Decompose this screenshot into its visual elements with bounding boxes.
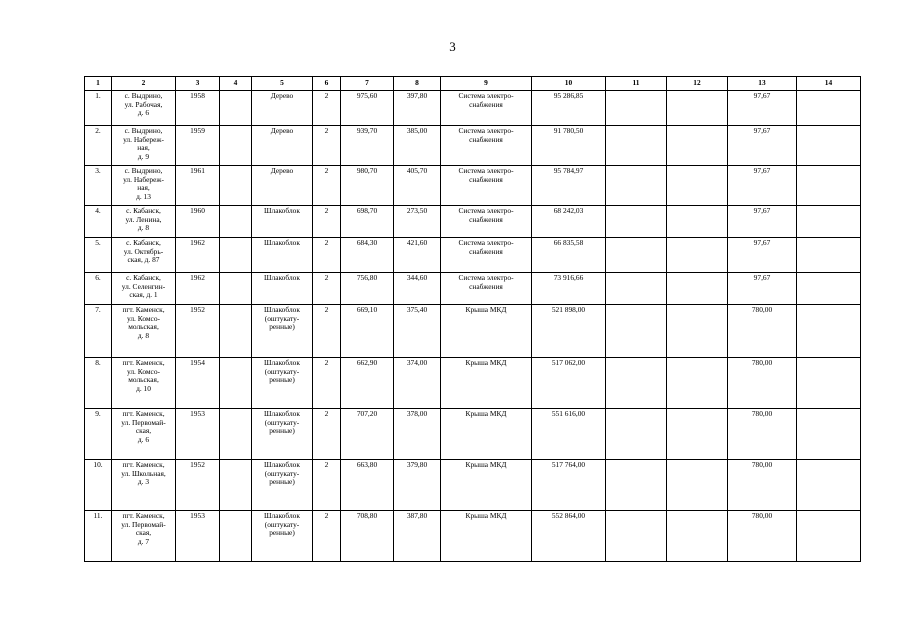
area-total-cell: 756,80 xyxy=(341,273,394,305)
work-type-cell xyxy=(441,166,532,206)
address-cell xyxy=(112,409,176,460)
area-total-cell: 669,10 xyxy=(341,305,394,358)
address-line: д. 8 xyxy=(137,223,150,233)
col-11-cell xyxy=(606,409,667,460)
work-type-cell xyxy=(441,460,532,511)
table-row xyxy=(85,273,861,305)
wall-material-cell xyxy=(252,460,313,511)
area-living-cell: 397,80 xyxy=(394,91,441,126)
work-type-cell xyxy=(441,409,532,460)
work-type-line: Крыша МКД xyxy=(465,460,507,469)
col-14-cell xyxy=(797,511,861,562)
address-line: ул. Рабочая, xyxy=(124,99,163,109)
cost-cell: 68 242,03 xyxy=(532,206,606,238)
address-cell xyxy=(112,305,176,358)
col-12-cell xyxy=(667,305,728,358)
work-type-cell xyxy=(441,126,532,166)
floors-cell: 2 xyxy=(313,409,341,460)
col-4-cell xyxy=(220,511,252,562)
address-line: д. 6 xyxy=(137,108,150,118)
address-line: ская, д. 87 xyxy=(127,255,160,265)
column-header-10: 10 xyxy=(532,77,606,91)
col-4-cell xyxy=(220,206,252,238)
area-living-cell: 374,00 xyxy=(394,358,441,409)
cost-cell: 91 780,50 xyxy=(532,126,606,166)
wall-material-cell xyxy=(252,409,313,460)
address-line: ская, д. 1 xyxy=(129,290,158,300)
header-row xyxy=(85,77,861,91)
area-living-cell: 273,50 xyxy=(394,206,441,238)
col-4-cell xyxy=(220,409,252,460)
year-built-cell: 1954 xyxy=(176,358,220,409)
wall-material-cell xyxy=(252,126,313,166)
housing-register-table xyxy=(84,76,861,562)
floors-cell: 2 xyxy=(313,206,341,238)
floors-cell: 2 xyxy=(313,511,341,562)
work-type-line: снабжения xyxy=(469,214,503,224)
floors-cell: 2 xyxy=(313,166,341,206)
col-4-cell xyxy=(220,460,252,511)
address-line: д. 10 xyxy=(136,383,151,393)
address-line: с. Кабанск, xyxy=(126,206,161,215)
area-living-cell: 421,60 xyxy=(394,238,441,273)
col-11-cell xyxy=(606,273,667,305)
col-14-cell xyxy=(797,126,861,166)
area-total-cell: 662,90 xyxy=(341,358,394,409)
col-13-cell: 97,67 xyxy=(728,206,797,238)
wall-material-line: (оштукату- xyxy=(264,366,300,376)
address-cell xyxy=(112,358,176,409)
col-4-cell xyxy=(220,166,252,206)
address-line: д. 7 xyxy=(137,536,150,546)
col-12-cell xyxy=(667,238,728,273)
address-line: д. 8 xyxy=(137,330,150,340)
address-line: ул. Первомай- xyxy=(121,519,166,529)
work-type-line: Крыша МКД xyxy=(465,409,507,418)
area-total-cell: 707,20 xyxy=(341,409,394,460)
wall-material-cell xyxy=(252,91,313,126)
row-number-cell: 7. xyxy=(85,305,112,358)
address-cell xyxy=(112,206,176,238)
work-type-line: Система электро- xyxy=(458,238,514,247)
column-header-9: 9 xyxy=(441,77,532,91)
row-number-cell: 2. xyxy=(85,126,112,166)
area-total-cell: 980,70 xyxy=(341,166,394,206)
wall-material-line: ренные) xyxy=(269,426,295,436)
col-13-cell: 780,00 xyxy=(728,511,797,562)
year-built-cell: 1962 xyxy=(176,273,220,305)
table-row xyxy=(85,166,861,206)
wall-material-line: Дерево xyxy=(270,166,294,175)
area-living-cell: 378,00 xyxy=(394,409,441,460)
row-number-cell: 8. xyxy=(85,358,112,409)
table-row xyxy=(85,409,861,460)
table-row xyxy=(85,460,861,511)
column-header-11: 11 xyxy=(606,77,667,91)
wall-material-line: Шлакоблок xyxy=(264,460,300,469)
floors-cell: 2 xyxy=(313,305,341,358)
address-line: мольская, xyxy=(128,375,159,385)
wall-material-line: Шлакоблок xyxy=(264,273,300,282)
cost-cell: 66 835,58 xyxy=(532,238,606,273)
col-14-cell xyxy=(797,460,861,511)
area-living-cell: 405,70 xyxy=(394,166,441,206)
col-11-cell xyxy=(606,511,667,562)
cost-cell: 521 898,00 xyxy=(532,305,606,358)
work-type-cell xyxy=(441,206,532,238)
address-cell xyxy=(112,91,176,126)
wall-material-cell xyxy=(252,358,313,409)
area-total-cell: 663,80 xyxy=(341,460,394,511)
wall-material-line: Шлакоблок xyxy=(264,358,300,367)
col-12-cell xyxy=(667,91,728,126)
address-line: пгт. Каменск, xyxy=(122,409,165,418)
col-12-cell xyxy=(667,126,728,166)
col-13-cell: 97,67 xyxy=(728,91,797,126)
wall-material-line: Шлакоблок xyxy=(264,206,300,215)
address-line: д. 13 xyxy=(136,191,151,201)
column-header-13: 13 xyxy=(728,77,797,91)
area-total-cell: 684,30 xyxy=(341,238,394,273)
col-11-cell xyxy=(606,305,667,358)
address-line: с. Выдрино, xyxy=(124,91,163,100)
wall-material-line: Шлакоблок xyxy=(264,511,300,520)
col-13-cell: 97,67 xyxy=(728,238,797,273)
col-12-cell xyxy=(667,409,728,460)
work-type-line: снабжения xyxy=(469,246,503,256)
work-type-cell xyxy=(441,511,532,562)
column-header-5: 5 xyxy=(252,77,313,91)
cost-cell: 517 764,00 xyxy=(532,460,606,511)
floors-cell: 2 xyxy=(313,273,341,305)
area-living-cell: 387,80 xyxy=(394,511,441,562)
table-row xyxy=(85,305,861,358)
address-line: ная, xyxy=(137,143,150,153)
row-number-cell: 6. xyxy=(85,273,112,305)
work-type-line: Система электро- xyxy=(458,126,514,135)
column-header-12: 12 xyxy=(667,77,728,91)
wall-material-cell xyxy=(252,511,313,562)
address-cell xyxy=(112,273,176,305)
wall-material-line: (оштукату- xyxy=(264,417,300,427)
area-total-cell: 975,60 xyxy=(341,91,394,126)
work-type-cell xyxy=(441,238,532,273)
floors-cell: 2 xyxy=(313,91,341,126)
cost-cell: 95 784,97 xyxy=(532,166,606,206)
address-line: с. Выдрино, xyxy=(124,126,163,135)
year-built-cell: 1961 xyxy=(176,166,220,206)
col-14-cell xyxy=(797,273,861,305)
cost-cell: 551 616,00 xyxy=(532,409,606,460)
work-type-cell xyxy=(441,273,532,305)
col-12-cell xyxy=(667,358,728,409)
work-type-line: снабжения xyxy=(469,99,503,109)
floors-cell: 2 xyxy=(313,358,341,409)
wall-material-cell xyxy=(252,238,313,273)
area-total-cell: 708,80 xyxy=(341,511,394,562)
table-row xyxy=(85,511,861,562)
address-line: ул. Комсо- xyxy=(127,313,160,323)
year-built-cell: 1952 xyxy=(176,305,220,358)
address-line: ская, xyxy=(135,426,152,436)
column-header-6: 6 xyxy=(313,77,341,91)
work-type-line: снабжения xyxy=(469,174,503,184)
work-type-line: снабжения xyxy=(469,281,503,291)
col-11-cell xyxy=(606,460,667,511)
work-type-line: Крыша МКД xyxy=(465,305,507,314)
work-type-line: Система электро- xyxy=(458,273,514,282)
work-type-cell xyxy=(441,358,532,409)
work-type-line: Система электро- xyxy=(458,166,514,175)
work-type-cell xyxy=(441,305,532,358)
row-number-cell: 5. xyxy=(85,238,112,273)
table-row xyxy=(85,206,861,238)
col-13-cell: 780,00 xyxy=(728,460,797,511)
area-living-cell: 379,80 xyxy=(394,460,441,511)
address-line: д. 9 xyxy=(137,151,150,161)
area-living-cell: 385,00 xyxy=(394,126,441,166)
work-type-cell xyxy=(441,91,532,126)
col-11-cell xyxy=(606,238,667,273)
col-13-cell: 780,00 xyxy=(728,305,797,358)
area-living-cell: 375,40 xyxy=(394,305,441,358)
address-line: ул. Набереж- xyxy=(123,174,164,184)
column-header-7: 7 xyxy=(341,77,394,91)
floors-cell: 2 xyxy=(313,126,341,166)
address-line: ул. Набереж- xyxy=(123,134,164,144)
col-14-cell xyxy=(797,91,861,126)
column-header-3: 3 xyxy=(176,77,220,91)
col-11-cell xyxy=(606,126,667,166)
address-line: пгт. Каменск, xyxy=(122,305,165,314)
col-12-cell xyxy=(667,460,728,511)
row-number-cell: 10. xyxy=(85,460,112,511)
col-4-cell xyxy=(220,238,252,273)
wall-material-line: Шлакоблок xyxy=(264,305,300,314)
address-line: ул. Первомай- xyxy=(121,417,166,427)
address-line: с. Кабанск, xyxy=(126,273,161,282)
table-row xyxy=(85,238,861,273)
floors-cell: 2 xyxy=(313,238,341,273)
address-cell xyxy=(112,126,176,166)
col-4-cell xyxy=(220,358,252,409)
work-type-line: Крыша МКД xyxy=(465,511,507,520)
wall-material-cell xyxy=(252,206,313,238)
address-line: ул. Комсо- xyxy=(127,366,160,376)
col-11-cell xyxy=(606,166,667,206)
address-line: ул. Селенгин- xyxy=(121,281,166,291)
address-line: пгт. Каменск, xyxy=(122,460,165,469)
table-row xyxy=(85,126,861,166)
col-13-cell: 97,67 xyxy=(728,273,797,305)
wall-material-line: (оштукату- xyxy=(264,468,300,478)
year-built-cell: 1962 xyxy=(176,238,220,273)
col-14-cell xyxy=(797,206,861,238)
col-14-cell xyxy=(797,409,861,460)
address-line: пгт. Каменск, xyxy=(122,358,165,367)
column-header-2: 2 xyxy=(112,77,176,91)
col-12-cell xyxy=(667,166,728,206)
col-12-cell xyxy=(667,273,728,305)
wall-material-line: Шлакоблок xyxy=(264,238,300,247)
wall-material-cell xyxy=(252,305,313,358)
col-13-cell: 97,67 xyxy=(728,126,797,166)
wall-material-line: ренные) xyxy=(269,528,295,538)
col-13-cell: 97,67 xyxy=(728,166,797,206)
address-line: мольская, xyxy=(128,322,159,332)
row-number-cell: 1. xyxy=(85,91,112,126)
col-14-cell xyxy=(797,305,861,358)
wall-material-line: (оштукату- xyxy=(264,313,300,323)
col-12-cell xyxy=(667,511,728,562)
wall-material-cell xyxy=(252,166,313,206)
column-header-8: 8 xyxy=(394,77,441,91)
address-line: ная, xyxy=(137,183,150,193)
wall-material-line: Дерево xyxy=(270,126,294,135)
address-cell xyxy=(112,460,176,511)
floors-cell: 2 xyxy=(313,460,341,511)
cost-cell: 73 916,66 xyxy=(532,273,606,305)
col-11-cell xyxy=(606,91,667,126)
column-header-4: 4 xyxy=(220,77,252,91)
wall-material-line: (оштукату- xyxy=(264,519,300,529)
wall-material-line: Дерево xyxy=(270,91,294,100)
row-number-cell: 11. xyxy=(85,511,112,562)
col-13-cell: 780,00 xyxy=(728,358,797,409)
address-line: д. 6 xyxy=(137,434,150,444)
address-line: с. Выдрино, xyxy=(124,166,163,175)
year-built-cell: 1952 xyxy=(176,460,220,511)
address-line: пгт. Каменск, xyxy=(122,511,165,520)
address-line: ул. Ленина, xyxy=(125,214,162,224)
row-number-cell: 9. xyxy=(85,409,112,460)
column-header-1: 1 xyxy=(85,77,112,91)
page-number: 3 xyxy=(449,39,456,54)
address-line: ская, xyxy=(135,528,152,538)
col-4-cell xyxy=(220,273,252,305)
row-number-cell: 4. xyxy=(85,206,112,238)
year-built-cell: 1958 xyxy=(176,91,220,126)
year-built-cell: 1959 xyxy=(176,126,220,166)
address-cell xyxy=(112,166,176,206)
col-11-cell xyxy=(606,206,667,238)
work-type-line: Система электро- xyxy=(458,91,514,100)
row-number-cell: 3. xyxy=(85,166,112,206)
cost-cell: 517 062,00 xyxy=(532,358,606,409)
wall-material-line: Шлакоблок xyxy=(264,409,300,418)
area-living-cell: 344,60 xyxy=(394,273,441,305)
address-line: с. Кабанск, xyxy=(126,238,161,247)
col-4-cell xyxy=(220,91,252,126)
address-line: д. 3 xyxy=(137,477,150,487)
wall-material-line: ренные) xyxy=(269,322,295,332)
address-line: ул. Школьная, xyxy=(121,468,166,478)
col-4-cell xyxy=(220,126,252,166)
address-cell xyxy=(112,238,176,273)
wall-material-cell xyxy=(252,273,313,305)
col-11-cell xyxy=(606,358,667,409)
cost-cell: 95 286,85 xyxy=(532,91,606,126)
wall-material-line: ренные) xyxy=(269,477,295,487)
year-built-cell: 1960 xyxy=(176,206,220,238)
table-row xyxy=(85,358,861,409)
table-row xyxy=(85,91,861,126)
cost-cell: 552 864,00 xyxy=(532,511,606,562)
wall-material-line: ренные) xyxy=(269,375,295,385)
address-cell xyxy=(112,511,176,562)
year-built-cell: 1953 xyxy=(176,409,220,460)
col-14-cell xyxy=(797,238,861,273)
address-line: ул. Октябрь- xyxy=(123,246,164,256)
col-14-cell xyxy=(797,358,861,409)
col-4-cell xyxy=(220,305,252,358)
col-14-cell xyxy=(797,166,861,206)
work-type-line: снабжения xyxy=(469,134,503,144)
col-12-cell xyxy=(667,206,728,238)
work-type-line: Крыша МКД xyxy=(465,358,507,367)
area-total-cell: 939,70 xyxy=(341,126,394,166)
col-13-cell: 780,00 xyxy=(728,409,797,460)
area-total-cell: 698,70 xyxy=(341,206,394,238)
column-header-14: 14 xyxy=(797,77,861,91)
work-type-line: Система электро- xyxy=(458,206,514,215)
year-built-cell: 1953 xyxy=(176,511,220,562)
